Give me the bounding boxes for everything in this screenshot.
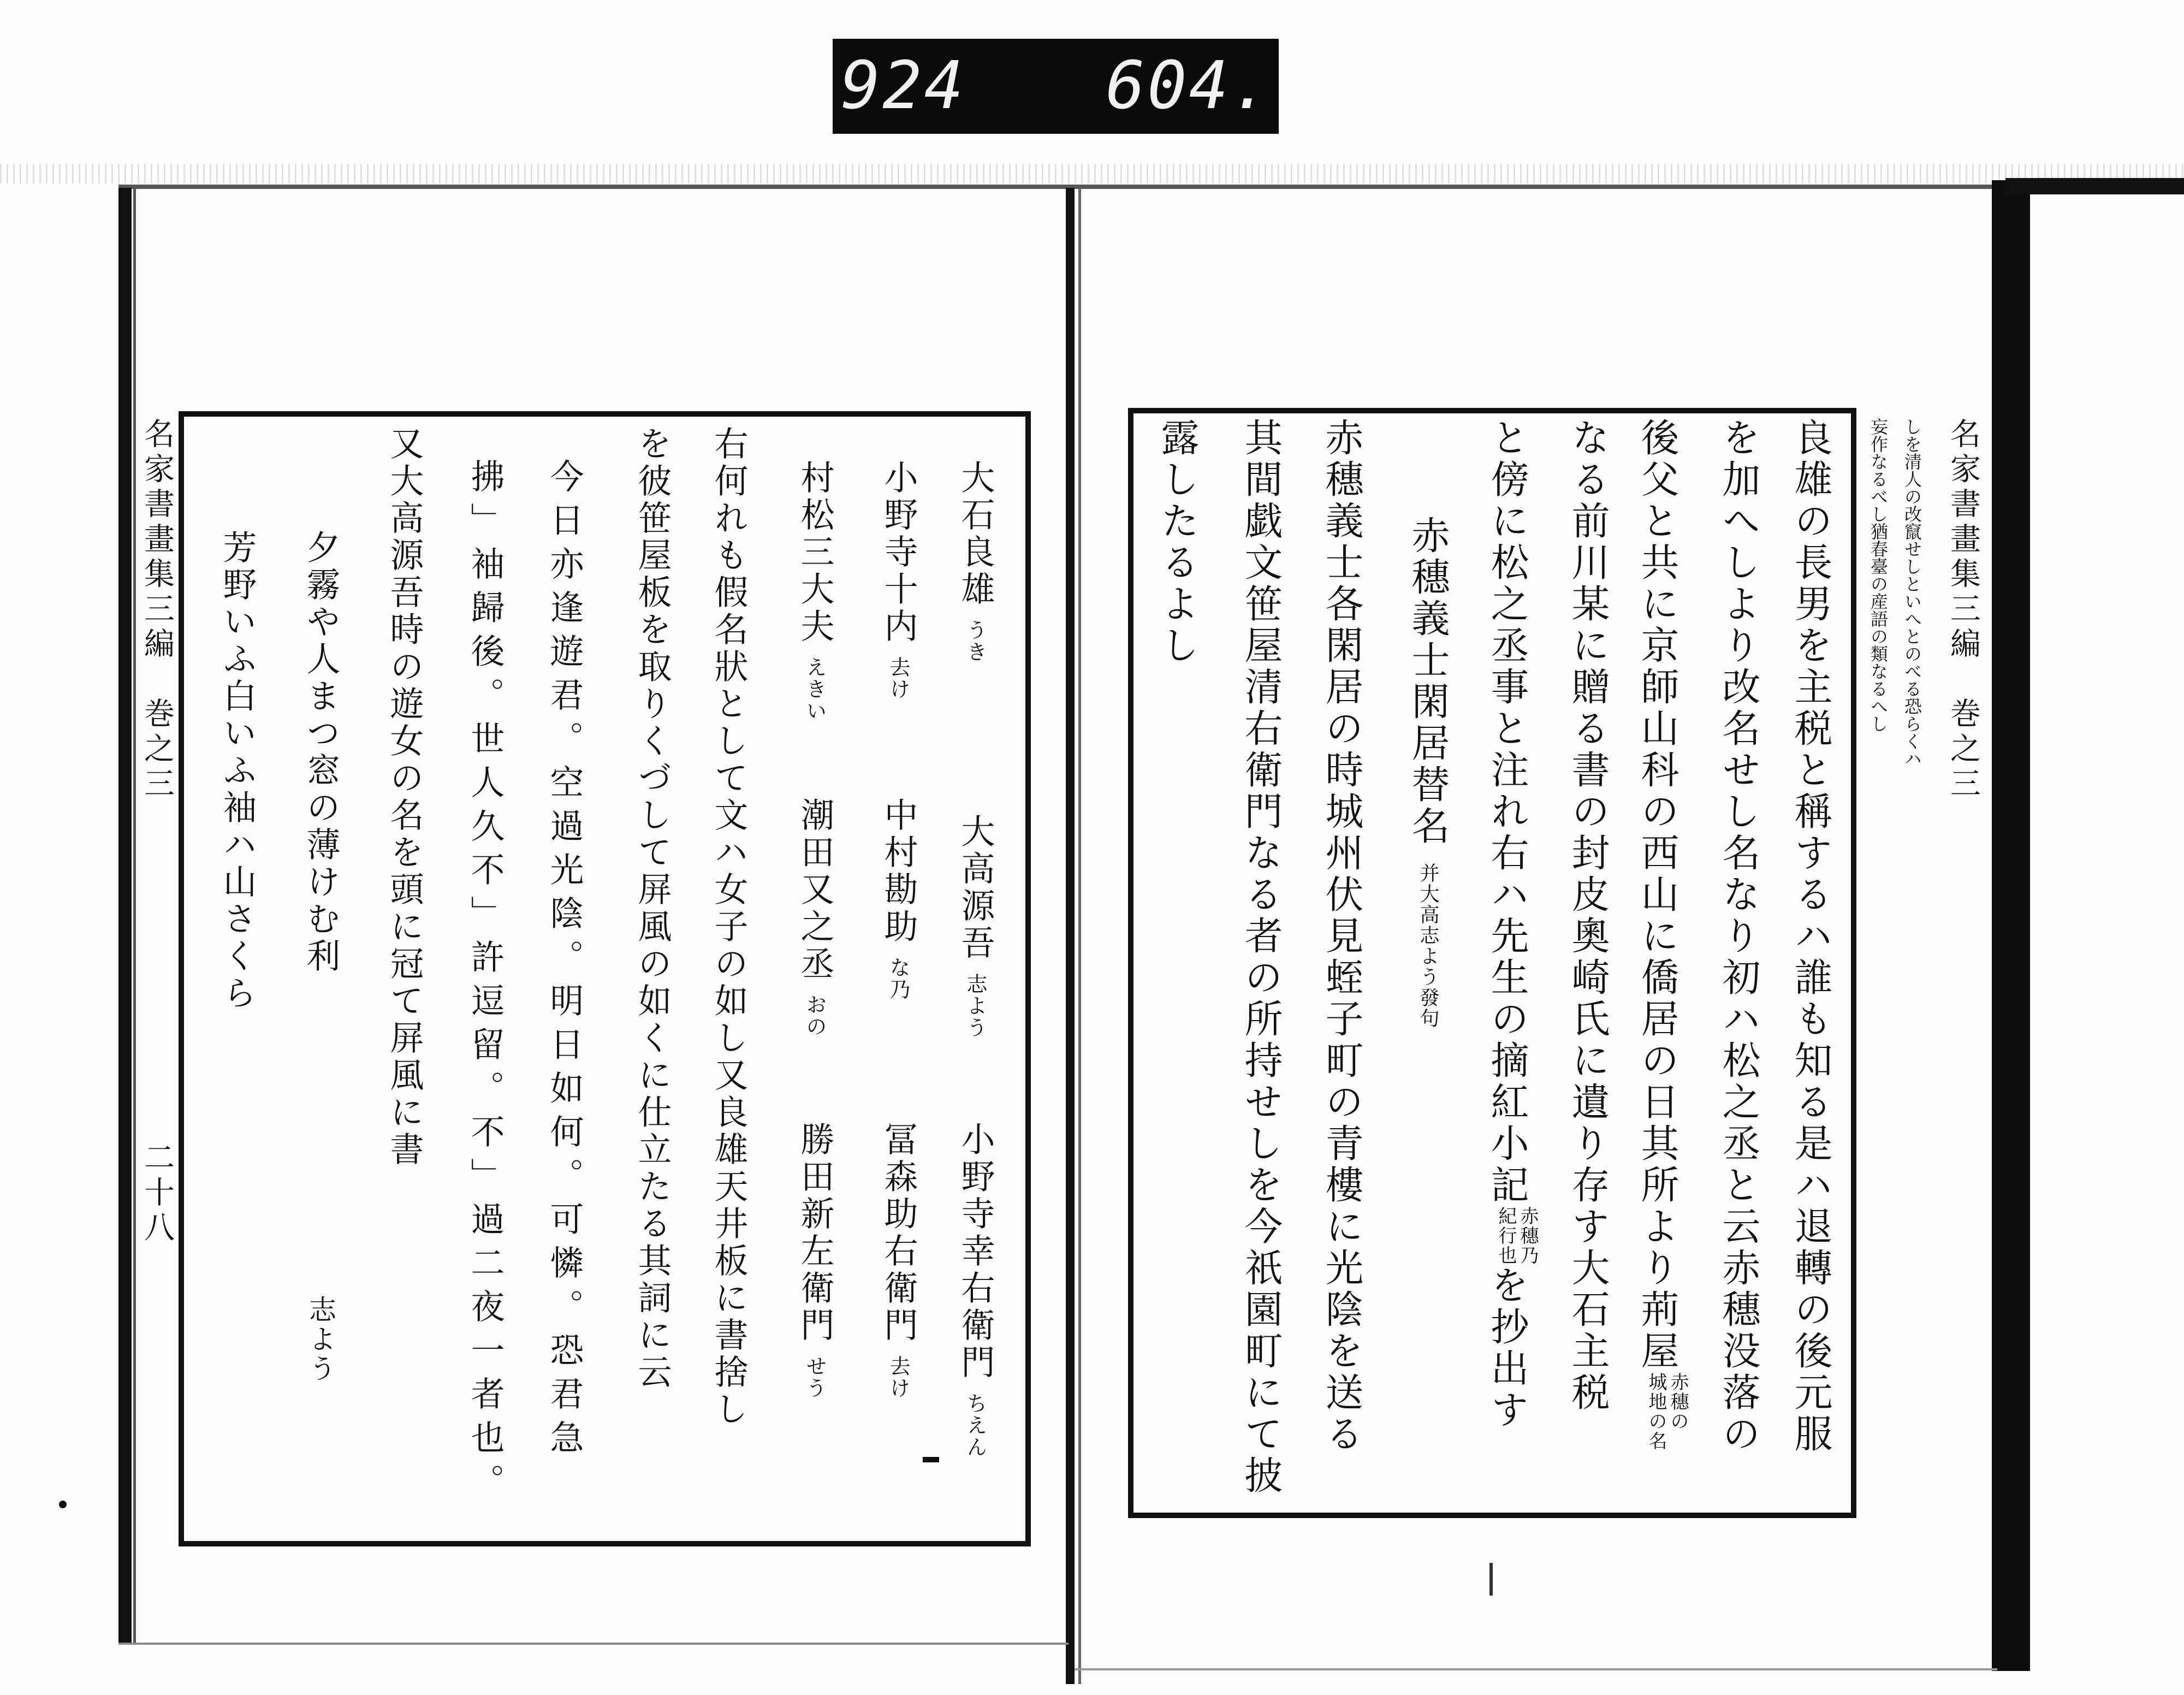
member-alias: な乃	[886, 957, 910, 1000]
folio-number: 二十八	[139, 1141, 175, 1246]
interlinear-gloss	[1495, 1206, 1539, 1265]
member-alias: ちえん	[963, 1392, 987, 1458]
page-top-edge	[118, 185, 1997, 189]
right-book-edge	[1992, 180, 2030, 1671]
member-name: 小野寺十内	[879, 460, 918, 645]
column-text-tail: を抄出す	[1485, 1265, 1529, 1431]
head-note-1: しを清人の改竄せしといへとのべる恐らくハ	[1902, 418, 1922, 767]
member-name: 大高源吾	[956, 814, 995, 962]
right-running-head: 名家書畫集三編 巻之三	[1945, 418, 1981, 802]
interlinear-gloss	[1645, 1372, 1689, 1451]
member-name: 冨森助右衛門	[879, 1122, 918, 1344]
archive-number-right: 604.	[1106, 48, 1272, 124]
left-page-edge	[118, 188, 132, 1644]
column-text: 後父と共に京師山科の西山に僑居の日其所より荊屋	[1635, 418, 1679, 1372]
archive-number-left: 924	[841, 48, 966, 124]
center-fold-inner	[1078, 188, 1081, 1684]
section-subheading: 并大高志よう發句	[1417, 863, 1439, 1029]
ink-speck	[1489, 1563, 1493, 1596]
member-alias: おの	[803, 994, 827, 1038]
scan-noise-band	[0, 164, 2184, 183]
member-name: 中村勘助	[879, 797, 918, 946]
member-name: 勝田新左衛門	[795, 1122, 835, 1344]
alias-entry	[790, 1122, 839, 1399]
alias-entry	[951, 460, 1000, 663]
gloss-line: 赤穗の	[1667, 1372, 1689, 1431]
archive-number-label	[833, 39, 1279, 134]
left-page-bottom-edge	[118, 1643, 1069, 1645]
section-heading: 赤穗義士閑居替名	[1405, 515, 1450, 847]
right-column-7: 赤穗義士各閑居の時城州伏見蛭子町の青樓に光陰を送る	[1319, 418, 1364, 1455]
left-column-1: 右何れも假名狀として文ハ女子の如し又良雄天井板に書捨し	[709, 426, 749, 1429]
head-note-2: 妄作なるべし猶春臺の産語の類なるへし	[1868, 418, 1889, 732]
column-text: と傍に松之丞事と注れ右ハ先生の摘紅小記	[1485, 418, 1529, 1206]
right-page-bottom-edge	[1075, 1668, 1997, 1670]
center-fold	[1066, 188, 1075, 1684]
right-column-2: を加へしより改名せし名なり初ハ松之丞と云赤穗没落の	[1716, 418, 1761, 1455]
right-column-4: なる前川某に贈る書の封皮奧崎氏に遺り存す大石主税	[1565, 418, 1610, 1414]
left-page-edge-inner	[133, 188, 136, 1644]
alias-entry	[790, 460, 839, 722]
alias-entry	[951, 814, 1000, 1039]
member-name: 大石良雄	[956, 460, 995, 608]
kanbun-line-2: 拂」袖歸後。世人久不」許逗留。不」過二夜一者也。	[465, 459, 505, 1507]
member-name: 村松三大夫	[795, 460, 835, 645]
kanbun-line-1: 今日亦逢遊君。空過光陰。明日如何。可憐。恐君急	[544, 459, 584, 1463]
member-alias: 志よう	[963, 973, 987, 1039]
alias-entry	[874, 1122, 923, 1399]
member-name: 潮田又之丞	[795, 797, 835, 983]
member-alias: 去け	[886, 1355, 910, 1399]
gloss-line: 紀行也	[1495, 1206, 1517, 1265]
left-column-2: を彼笹屋板を取りくづして屏風の如くに仕立たる其詞に云	[632, 426, 672, 1391]
member-alias: えきい	[803, 656, 827, 722]
right-column-1: 良雄の長男を主税と稱するハ誰も知る是ハ退轉の後元服	[1788, 418, 1833, 1455]
member-alias: うき	[963, 619, 987, 663]
alias-entry	[951, 1122, 1000, 1458]
member-name: 小野寺幸右衛門	[956, 1122, 995, 1382]
alias-entry	[874, 460, 923, 700]
left-running-head: 名家書畫集三編 巻之三	[139, 418, 175, 802]
right-column-8: 其間戯文笹屋清右衛門なる者の所持せしを今祇園町にて披	[1238, 418, 1283, 1497]
haiku-1: 夕霧や人まつ窓の薄けむ利	[301, 530, 341, 975]
right-cover-edge	[2005, 178, 2184, 194]
member-alias: せう	[803, 1355, 827, 1399]
gloss-line: 赤穗乃	[1517, 1206, 1539, 1265]
right-column-5	[1484, 418, 1539, 1510]
alias-entry	[874, 797, 923, 1000]
gloss-line: 城地の名	[1645, 1372, 1667, 1451]
haiku-2: 芳野いふ白いふ袖ハ山さくら	[217, 530, 257, 1012]
alias-entry	[790, 797, 839, 1038]
right-column-9: 露したるよし	[1155, 418, 1200, 667]
haiku-author: 志よう	[305, 1295, 336, 1384]
ink-speck	[59, 1501, 67, 1508]
left-column-5: 又大高源吾時の遊女の名を頭に冠て屏風に書	[384, 426, 424, 1169]
right-column-3	[1634, 418, 1689, 1510]
member-alias: 去け	[886, 656, 910, 700]
right-column-6-heading	[1400, 515, 1455, 1509]
